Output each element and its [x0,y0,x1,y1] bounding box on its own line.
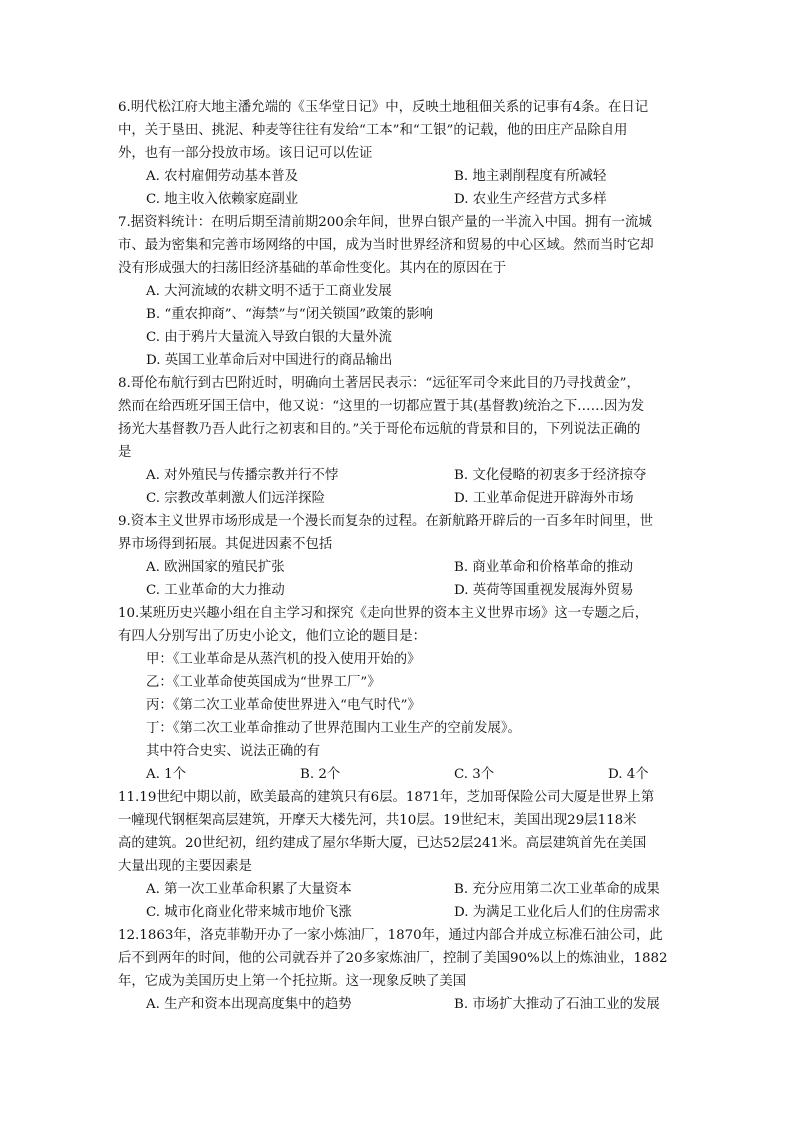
question-10-option-b: B. 2个 [300,767,341,782]
question-9-option-c: C. 工业革命的大力推动 [146,583,285,598]
question-8-line-2: 然而在给西班牙国王信中，他又说：“这里的一切都应置于其(基督教)统治之下……因为发 [118,399,645,414]
question-7-option-d: D. 英国工业革命后对中国进行的商品输出 [146,353,393,368]
question-9-option-d: D. 英荷等国重视发展海外贸易 [454,583,634,598]
question-11-option-c: C. 城市化商业化带来城市地价飞涨 [146,905,352,920]
question-8-option-a: A. 对外殖民与传播宗教并行不悖 [146,468,339,483]
question-7-line-3: 没有形成强大的扫荡旧经济基础的革命性变化。其内在的原因在于 [118,261,507,276]
question-11-option-b: B. 充分应用第二次工业革命的成果 [454,882,660,897]
question-6-line-3: 外，也有一部分投放市场。该日记可以佐证 [118,146,373,161]
question-8-option-c: C. 宗教改革刺激人们远洋探险 [146,491,325,506]
question-6-line-2: 中，关于垦田、挑泥、种麦等往往有发给“工本”和“工银”的记载，他的田庄产品除自用 [118,123,628,138]
question-9-option-b: B. 商业革命和价格革命的推动 [454,560,634,575]
question-8-option-d: D. 工业革命促进开辟海外市场 [454,491,634,506]
question-7-option-c: C. 由于鸦片大量流入导致白银的大量外流 [146,330,392,345]
question-10-option-d: D. 4个 [608,767,649,782]
question-9-option-a: A. 欧洲国家的殖民扩张 [146,560,285,575]
question-11-line-2: 一幢现代钢框架高层建筑，开摩天大楼先河，共10层。19世纪末，美国出现29层118米 [118,813,637,828]
question-11-option-a: A. 第一次工业革命积累了大量资本 [146,882,352,897]
question-12-option-b: B. 市场扩大推动了石油工业的发展 [454,997,660,1012]
question-10-item-yi: 乙：《工业革命使英国成为“世界工厂”》 [146,675,381,690]
question-6-option-c: C. 地主收入依赖家庭副业 [146,192,299,207]
question-6-option-a: A. 农村雇佣劳动基本普及 [146,169,299,184]
question-12-option-a: A. 生产和资本出现高度集中的趋势 [146,997,352,1012]
question-8-line-3: 扬光大基督教乃吾人此行之初衷和目的。”关于哥伦布远航的背景和目的，下列说法正确的 [118,422,641,437]
question-11-line-3: 高的建筑。20世纪初，纽约建成了屋尔华斯大厦，已达52层241米。高层建筑首先在美国 [118,836,647,851]
question-8-option-b: B. 文化侵略的初衷多于经济掠夺 [454,468,647,483]
question-12-line-3: 年，它成为美国历史上第一个托拉斯。这一现象反映了美国 [118,974,467,989]
question-8-line-1: 8.哥伦布航行到古巴附近时，明确向土著居民表示：“远征军司令来此目的乃寻找黄金”， [118,376,640,391]
question-10-item-bing: 丙：《第二次工业革命使世界进入“电气时代”》 [146,698,421,713]
question-10-option-c: C. 3个 [454,767,495,782]
question-11-line-4: 大量出现的主要因素是 [118,859,252,874]
question-6-line-1: 6.明代松江府大地主潘允端的《玉华堂日记》中，反映土地租佃关系的记事有4条。在日记 [118,100,649,115]
question-7-option-b: B. “重农抑商”、“海禁”与“闭关锁国”政策的影响 [146,307,434,322]
question-8-line-4: 是 [118,445,132,460]
question-6-option-d: D. 农业生产经营方式多样 [454,192,607,207]
question-10-prompt: 其中符合史实、说法正确的有 [146,744,321,759]
question-11-option-d: D. 为满足工业化后人们的住房需求 [454,905,661,920]
question-11-line-1: 11.19世纪中期以前，欧美最高的建筑只有6层。1871年，芝加哥保险公司大厦是世界上第 [118,790,655,805]
question-7-line-1: 7.据资料统计：在明后期至清前期200余年间，世界白银产量的一半流入中国。拥有一流城 [118,215,652,230]
question-12-line-1: 12.1863年，洛克菲勒开办了一家小炼油厂，1870年，通过内部合并成立标准石油公司，此 [118,928,663,943]
question-10-line-2: 有四人分别写出了历史小论文，他们立论的题目是： [118,629,426,644]
question-9-line-1: 9.资本主义世界市场形成是一个漫长而复杂的过程。在新航路开辟后的一百多年时间里，世 [118,514,654,529]
question-10-option-a: A. 1个 [146,767,187,782]
question-9-line-2: 界市场得到拓展。其促进因素不包括 [118,537,333,552]
question-12-line-2: 后不到两年的时间，他的公司就吞并了20多家炼油厂，控制了美国90%以上的炼油业，1882 [118,951,668,966]
question-10-line-1: 10.某班历史兴趣小组在自主学习和探究《走向世界的资本主义世界市场》这一专题之后， [118,606,649,621]
question-10-item-jia: 甲：《工业革命是从蒸汽机的投入使用开始的》 [146,652,421,667]
question-7-line-2: 市、最为密集和完善市场网络的中国，成为当时世界经济和贸易的中心区域。然而当时它却 [118,238,654,253]
question-7-option-a: A. 大河流域的农耕文明不适于工商业发展 [146,284,392,299]
question-10-item-ding: 丁：《第二次工业革命推动了世界范围内工业生产的空前发展》。 [146,721,521,736]
question-6-option-b: B. 地主剥削程度有所减轻 [454,169,607,184]
